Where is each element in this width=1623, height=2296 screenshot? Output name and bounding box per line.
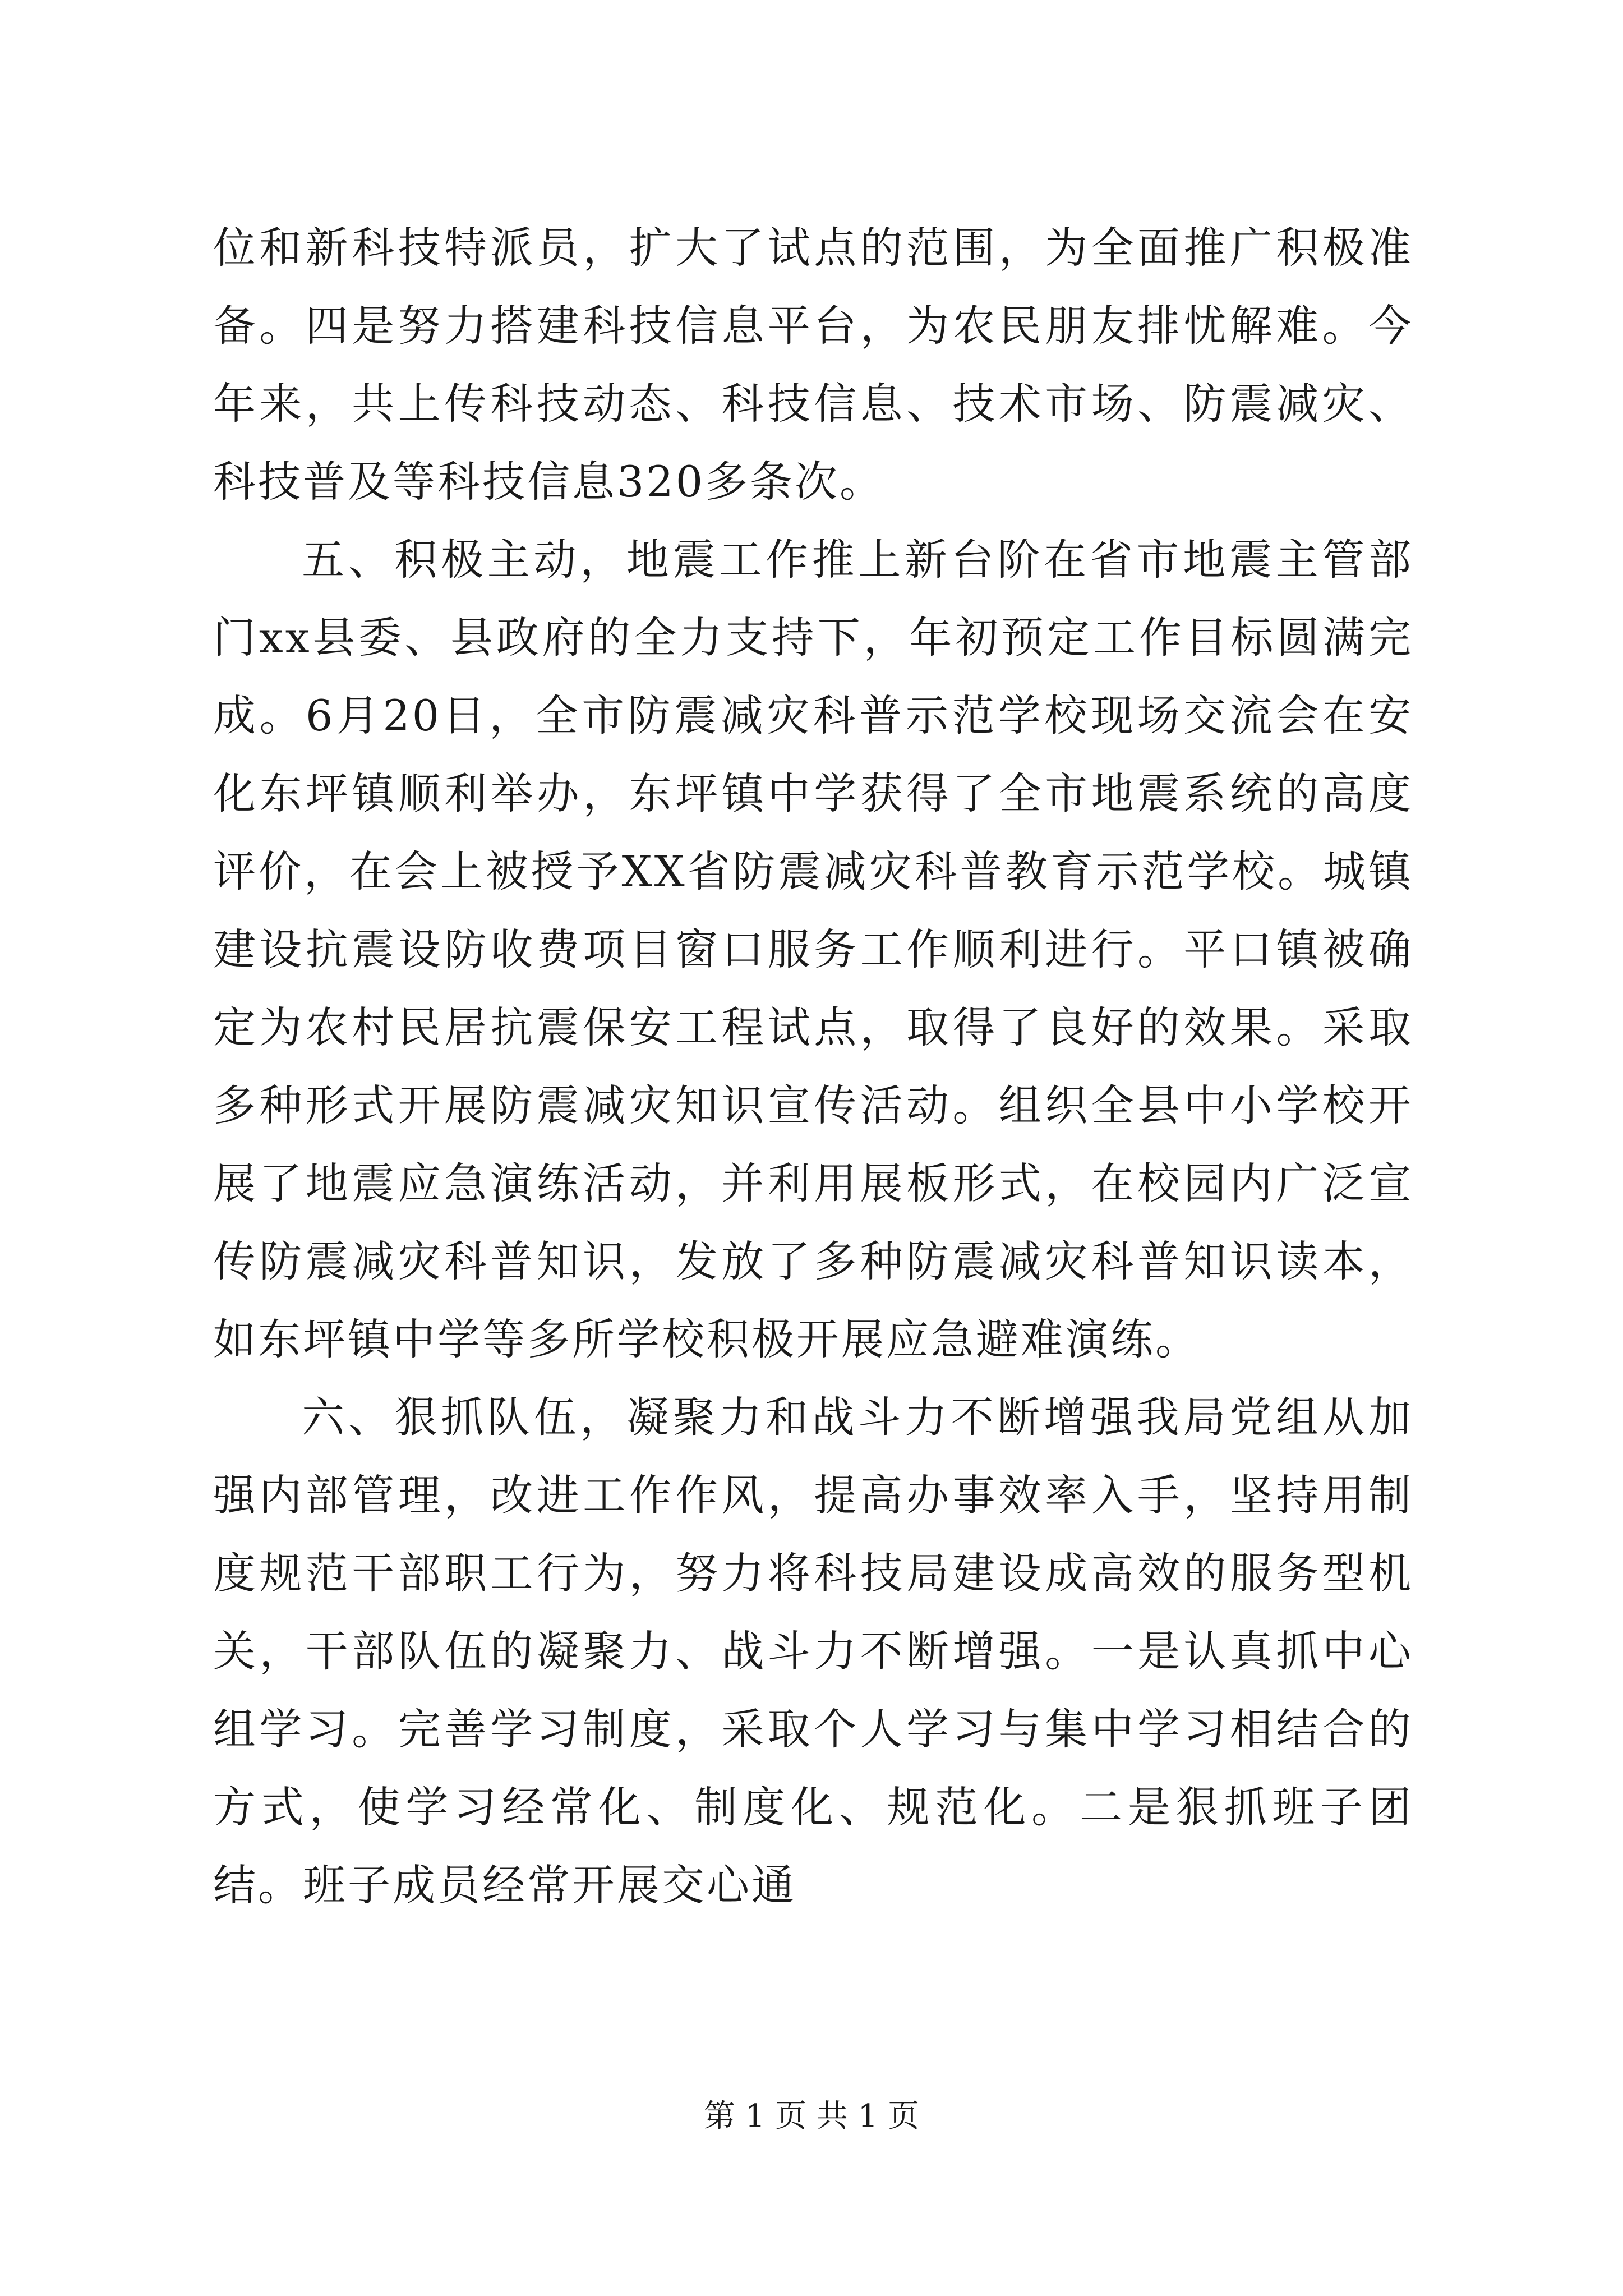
page-number-label: 第 1 页 共 1 页 (703, 2098, 920, 2134)
page-footer (0, 2097, 1623, 2136)
paragraph-section-five: 五、积极主动，地震工作推上新台阶在省市地震主管部门xx县委、县政府的全力支持下，年初预定工作目标圆满完成。6月20日，全市防震减灾科普示范学校现场交流会在安化东坪镇顺利举办，东坪镇中学获得了全市地震系统的高度评价，在会上被授予XX省防震减灾科普教育示范学校。城镇建设抗震设防收费项目窗口服务工作顺利进行。平口镇被确定为农村民居抗震保安工程试点，取得了良好的效果。采取多种形式开展防震减灾知识宣传活动。组织全县中小学校开展了地震应急演练活动，并利用展板形式，在校园内广泛宣传防震减灾科普知识，发放了多种防震减灾科普知识读本，如东坪镇中学等多所学校积极开展应急避难演练。 (213, 535, 1413, 1364)
paragraph-section-six: 六、狠抓队伍，凝聚力和战斗力不断增强我局党组从加强内部管理，改进工作作风，提高办事效率入手，坚持用制度规范干部职工行为，努力将科技局建设成高效的服务型机关，干部队伍的凝聚力、战斗力不断增强。一是认真抓中心组学习。完善学习制度，采取个人学习与集中学习相结合的方式，使学习经常化、制度化、规范化。二是狠抓班子团结。班子成员经常开展交心通 (213, 1392, 1413, 1910)
document-body (213, 209, 1413, 1924)
paragraph-continuation: 位和新科技特派员，扩大了试点的范围，为全面推广积极准备。四是努力搭建科技信息平台，为农民朋友排忧解难。今年来，共上传科技动态、科技信息、技术市场、防震减灾、科技普及等科技信息320多条次。 (213, 223, 1413, 507)
